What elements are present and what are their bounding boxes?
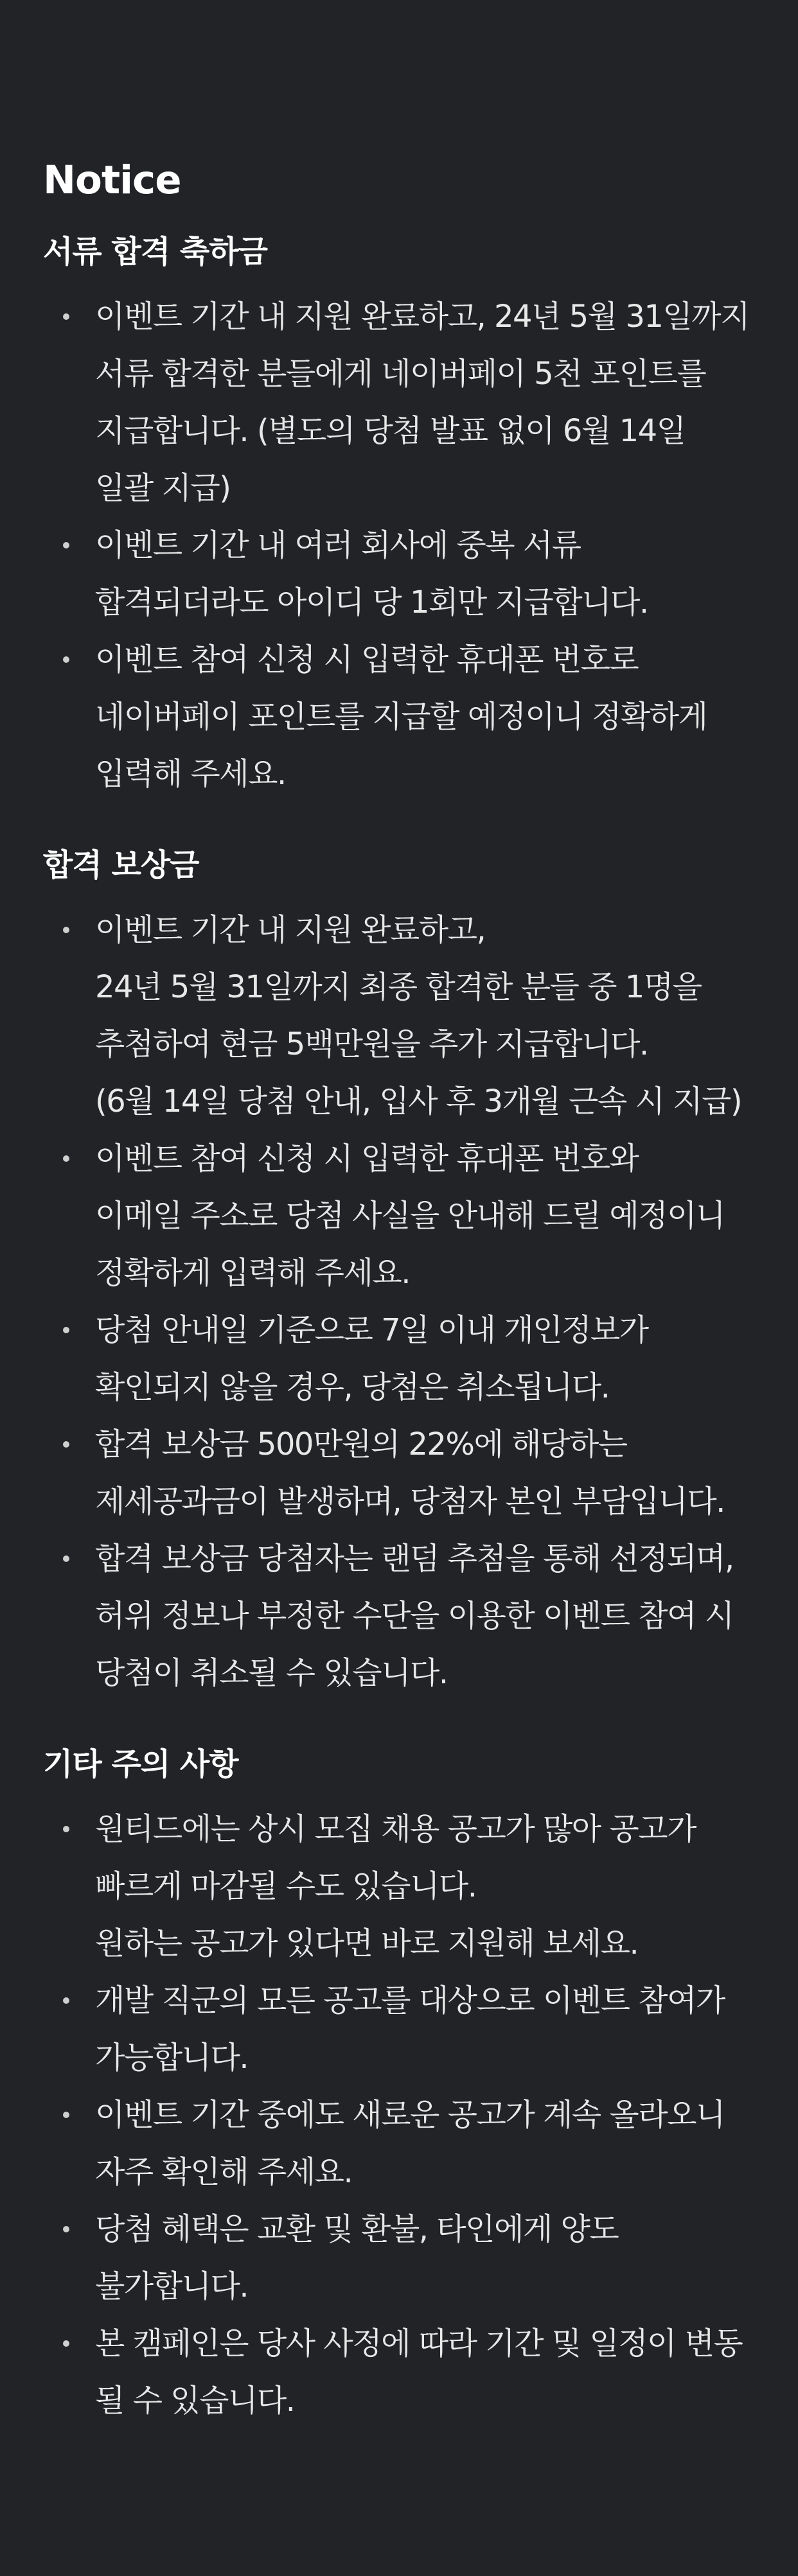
- bullet-icon: [63, 542, 69, 548]
- list-item: [43, 631, 755, 803]
- list-item: [43, 902, 755, 1130]
- list-item-text: 자주 확인해 주세요.: [95, 2154, 353, 2190]
- list-item-text: 원하는 공고가 있다면 바로 지원해 보세요.: [95, 1925, 639, 1961]
- list-item: [43, 2315, 755, 2430]
- list-item-text: 될 수 있습니다.: [95, 2383, 295, 2419]
- list-item: [43, 1530, 755, 1702]
- list-item: [43, 1801, 755, 1972]
- section-title: 서류 합격 축하금: [43, 234, 267, 270]
- list-item-text: 합격 보상금 당첨자는 랜덤 추첨을 통해 선정되며,: [95, 1541, 734, 1577]
- list-item-text: 일괄 지급): [95, 470, 231, 506]
- list-item-text: 이벤트 기간 중에도 새로운 공고가 계속 올라오니: [95, 2097, 725, 2133]
- list-item: [43, 1302, 755, 1416]
- bullet-icon: [63, 2112, 69, 2118]
- list-item: [43, 1130, 755, 1302]
- list-item-text: 당첨이 취소될 수 있습니다.: [95, 1655, 448, 1691]
- list-item-text: (6월 14일 당첨 안내, 입사 후 3개월 근속 시 지급): [95, 1083, 742, 1119]
- bullet-icon: [63, 1441, 69, 1448]
- list-item-text: 이벤트 기간 내 지원 완료하고,: [95, 912, 486, 948]
- list-item-text: 당첨 혜택은 교환 및 환불, 타인에게 양도: [95, 2211, 619, 2247]
- bullet-icon: [63, 313, 69, 320]
- list-item-text: 합격 보상금 500만원의 22%에 해당하는: [95, 1426, 627, 1462]
- section-title: 기타 주의 사항: [43, 1746, 238, 1782]
- notice-title: Notice: [43, 157, 181, 203]
- list-item-text: 가능합니다.: [95, 2040, 249, 2076]
- list-item-text: 당첨 안내일 기준으로 7일 이내 개인정보가: [95, 1312, 648, 1348]
- list-item-text: 이벤트 기간 내 여러 회사에 중복 서류: [95, 527, 581, 563]
- bullet-list: [43, 1801, 755, 2430]
- bullet-list: [43, 288, 755, 803]
- list-item-text: 입력해 주세요.: [95, 756, 286, 792]
- list-item-text: 지급합니다. (별도의 당첨 발표 없이 6월 14일: [95, 413, 686, 449]
- bullet-icon: [63, 1155, 69, 1162]
- list-item: [43, 517, 755, 631]
- list-item-text: 이벤트 참여 신청 시 입력한 휴대폰 번호와: [95, 1141, 639, 1177]
- list-item: [43, 2087, 755, 2201]
- bullet-icon: [63, 1826, 69, 1832]
- list-item-text: 본 캠페인은 당사 사정에 따라 기간 및 일정이 변동: [95, 2326, 743, 2361]
- list-item-text: 정확하게 입력해 주세요.: [95, 1255, 410, 1291]
- list-item-text: 확인되지 않을 경우, 당첨은 취소됩니다.: [95, 1369, 610, 1405]
- list-item-text: 제세공과금이 발생하며, 당첨자 본인 부담입니다.: [95, 1484, 725, 1520]
- bullet-icon: [63, 1327, 69, 1333]
- section-document-pass-bonus: [43, 231, 755, 803]
- list-item-text: 서류 합격한 분들에게 네이버페이 5천 포인트를: [95, 356, 706, 392]
- list-item: [43, 288, 755, 517]
- list-item-text: 허위 정보나 부정한 수단을 이용한 이벤트 참여 시: [95, 1598, 734, 1634]
- list-item-text: 이벤트 기간 내 지원 완료하고, 24년 5월 31일까지: [95, 299, 750, 335]
- bullet-icon: [63, 1555, 69, 1562]
- list-item-text: 개발 직군의 모든 공고를 대상으로 이벤트 참여가: [95, 1983, 725, 2019]
- bullet-icon: [63, 2340, 69, 2347]
- list-item-text: 이벤트 참여 신청 시 입력한 휴대폰 번호로: [95, 642, 639, 678]
- list-item-text: 네이버페이 포인트를 지급할 예정이니 정확하게: [95, 699, 707, 735]
- list-item: [43, 1972, 755, 2087]
- list-item: [43, 1416, 755, 1530]
- section-final-pass-reward: [43, 844, 755, 1702]
- bullet-list: [43, 902, 755, 1702]
- list-item-text: 합격되더라도 아이디 당 1회만 지급합니다.: [95, 584, 648, 620]
- list-item-text: 빠르게 마감될 수도 있습니다.: [95, 1868, 477, 1904]
- list-item: [43, 2201, 755, 2315]
- bullet-icon: [63, 927, 69, 933]
- section-title: 합격 보상금: [43, 847, 199, 883]
- bullet-icon: [63, 656, 69, 663]
- list-item-text: 24년 5월 31일까지 최종 합격한 분들 중 1명을: [95, 969, 702, 1005]
- section-other-notes: [43, 1743, 755, 2430]
- list-item-text: 추첨하여 현금 5백만원을 추가 지급합니다.: [95, 1026, 648, 1062]
- list-item-text: 원티드에는 상시 모집 채용 공고가 많아 공고가: [95, 1811, 696, 1847]
- bullet-icon: [63, 1997, 69, 2004]
- list-item-text: 이메일 주소로 당첨 사실을 안내해 드릴 예정이니: [95, 1198, 725, 1234]
- bullet-icon: [63, 2226, 69, 2232]
- list-item-text: 불가합니다.: [95, 2268, 249, 2304]
